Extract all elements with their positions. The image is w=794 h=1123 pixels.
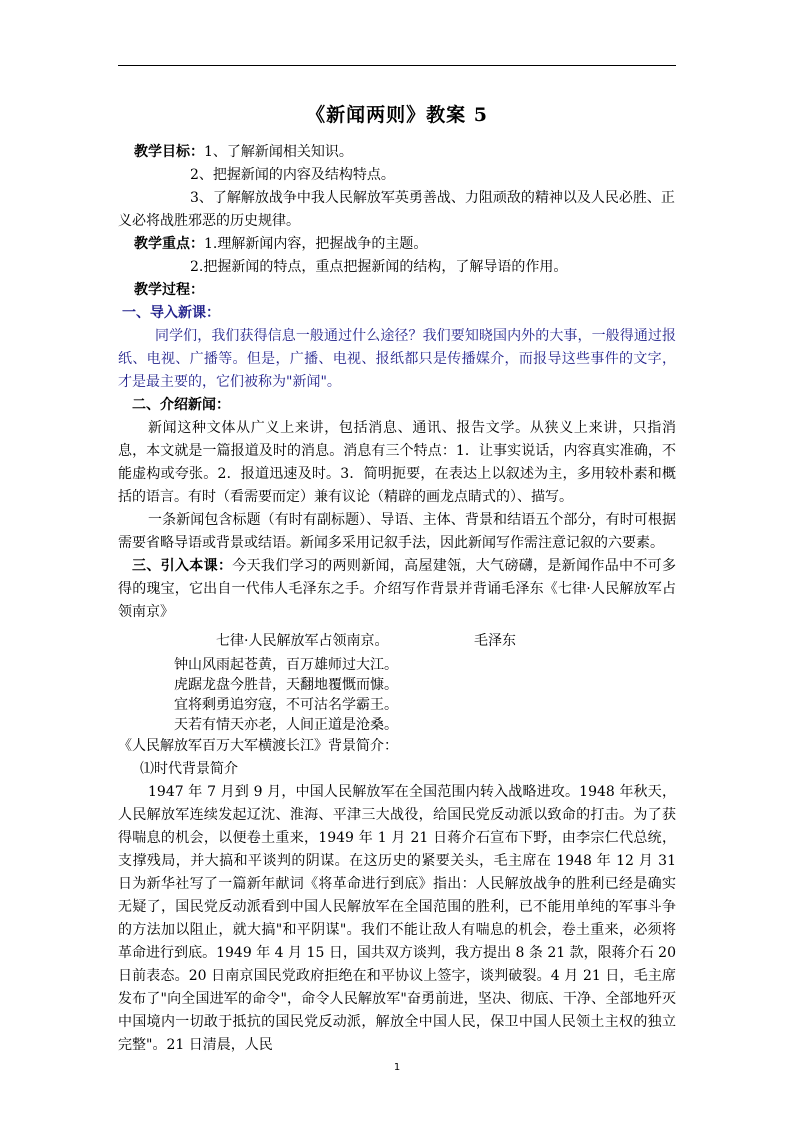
poem-line: 钟山风雨起苍黄，百万雄师过大江。 bbox=[174, 657, 398, 673]
section-2-para-1: 新闻这种文体从广义上来讲，包括消息、通讯、报告文学。从狭义上来讲，只指消息，本文就是一篇报道及时的消息。消息有三个特点：1．让事实说话，内容真实准确，不能虚构或夸张。2．报道迅速及时。3．简明扼要，在表达上以叙述为主，多用较朴素和概括的语言。有时（看需要而定）兼有议论（精辟的画龙点睛式的）、描写。 bbox=[118, 420, 676, 505]
section-1-heading: 一、导入新课： bbox=[122, 305, 220, 321]
background-subtitle: ⑴时代背景简介 bbox=[140, 761, 238, 777]
focus-label: 教学重点： bbox=[134, 236, 204, 252]
goal-item-1: 1、了解新闻相关知识。 bbox=[204, 144, 353, 160]
poem-line: 天若有情天亦老，人间正道是沧桑。 bbox=[174, 717, 398, 733]
poem-title-row bbox=[216, 630, 516, 653]
poem-line: 虎踞龙盘今胜昔，天翻地覆慨而慷。 bbox=[174, 677, 398, 693]
goal-item-3b: 义必将战胜邪恶的历史规律。 bbox=[118, 213, 300, 229]
section-1-text: 同学们，我们获得信息一般通过什么途径？我们要知晓国内外的大事，一般得通过报纸、电视、广播等。但是，广播、电视、报纸都只是传播媒介，而报导这些事件的文字，才是最主要的，它们被称为"新闻"。 bbox=[118, 328, 676, 390]
header-rule bbox=[118, 65, 676, 66]
focus-item-1: 1.理解新闻内容，把握战争的主题。 bbox=[204, 236, 428, 252]
section-3-paragraph bbox=[118, 555, 676, 624]
focus-item-2: 2.把握新闻的特点，重点把握新闻的结构，了解导语的作用。 bbox=[190, 259, 568, 275]
poem-title: 七律·人民解放军占领南京。 bbox=[216, 633, 389, 649]
section-3-text: 今天我们学习的两则新闻，高屋建瓴，大气磅礴，是新闻作品中不可多得的瑰宝，它出自一代伟人毛泽东之手。介绍写作背景并背诵毛泽东《七律·人民解放军占领南京》 bbox=[118, 558, 677, 620]
poem-line: 宜将剩勇追穷寇，不可沽名学霸王。 bbox=[174, 697, 398, 713]
goal-item-3a: 3、了解解放战争中我人民解放军英勇善战、力阻顽敌的精神以及人民必胜、正 bbox=[190, 190, 675, 206]
section-2-heading: 二、介绍新闻： bbox=[132, 397, 230, 413]
background-title: 《人民解放军百万大军横渡长江》背景简介： bbox=[118, 738, 398, 754]
document-body bbox=[118, 100, 676, 1057]
goals-line-1 bbox=[118, 141, 676, 164]
section-3-heading: 三、引入本课： bbox=[132, 558, 233, 574]
goals-label: 教学目标： bbox=[134, 144, 204, 160]
goal-item-2: 2、把握新闻的内容及结构特点。 bbox=[190, 167, 395, 183]
focus-line-1 bbox=[118, 233, 676, 256]
background-text: 1947 年 7 月到 9 月，中国人民解放军在全国范围内转入战略进攻。1948 年秋天，人民解放军连续发起辽沈、淮海、平津三大战役，给国民党反动派以致命的打击。为了获得喘息的机会，以便卷土重来，1949 年 1 月 21 日蒋介石宣布下野，由李宗仁代总统，支撑残局，并大搞和平谈判的阴谋。在这历史的紧要关头，毛主席在 1948 年 12 月 31 日为新华社写了一篇新年献词《将革命进行到底》指出：人民解放战争的胜利已经是确实无疑了，国民党反动派看到中国人民解放军在全国范围的胜利，已不能用单纯的军事斗争的方法加以阻止，就大搞"和平阴谋"。我们不能让敌人有喘息的机会，卷土重来，必须将革命进行到底。1949 年 4 月 15 日，国共双方谈判，我方提出 8 条 21 款，限蒋介石 20 日前表态。20 日南京国民党政府拒绝在和平协议上签字，谈判破裂。4 月 21 日，毛主席发布了"向全国进军的命令"，命令人民解放军"奋勇前进，坚决、彻底、干净、全部地歼灭中国境内一切敢于抵抗的国民党反动派，解放全中国人民，保卫中国人民领土主权的独立完整"。21 日清晨，人民 bbox=[118, 784, 676, 1053]
poem-author: 毛泽东 bbox=[474, 633, 516, 649]
page-title: 《新闻两则》教案 5 bbox=[306, 104, 488, 126]
section-2-para-2: 一条新闻包含标题（有时有副标题）、导语、主体、背景和结语五个部分，有时可根据需要省略导语或背景或结语。新闻多采用记叙手法，因此新闻写作需注意记叙的六要素。 bbox=[118, 512, 676, 551]
page-number: 1 bbox=[393, 1062, 401, 1073]
process-label: 教学过程： bbox=[134, 282, 204, 298]
